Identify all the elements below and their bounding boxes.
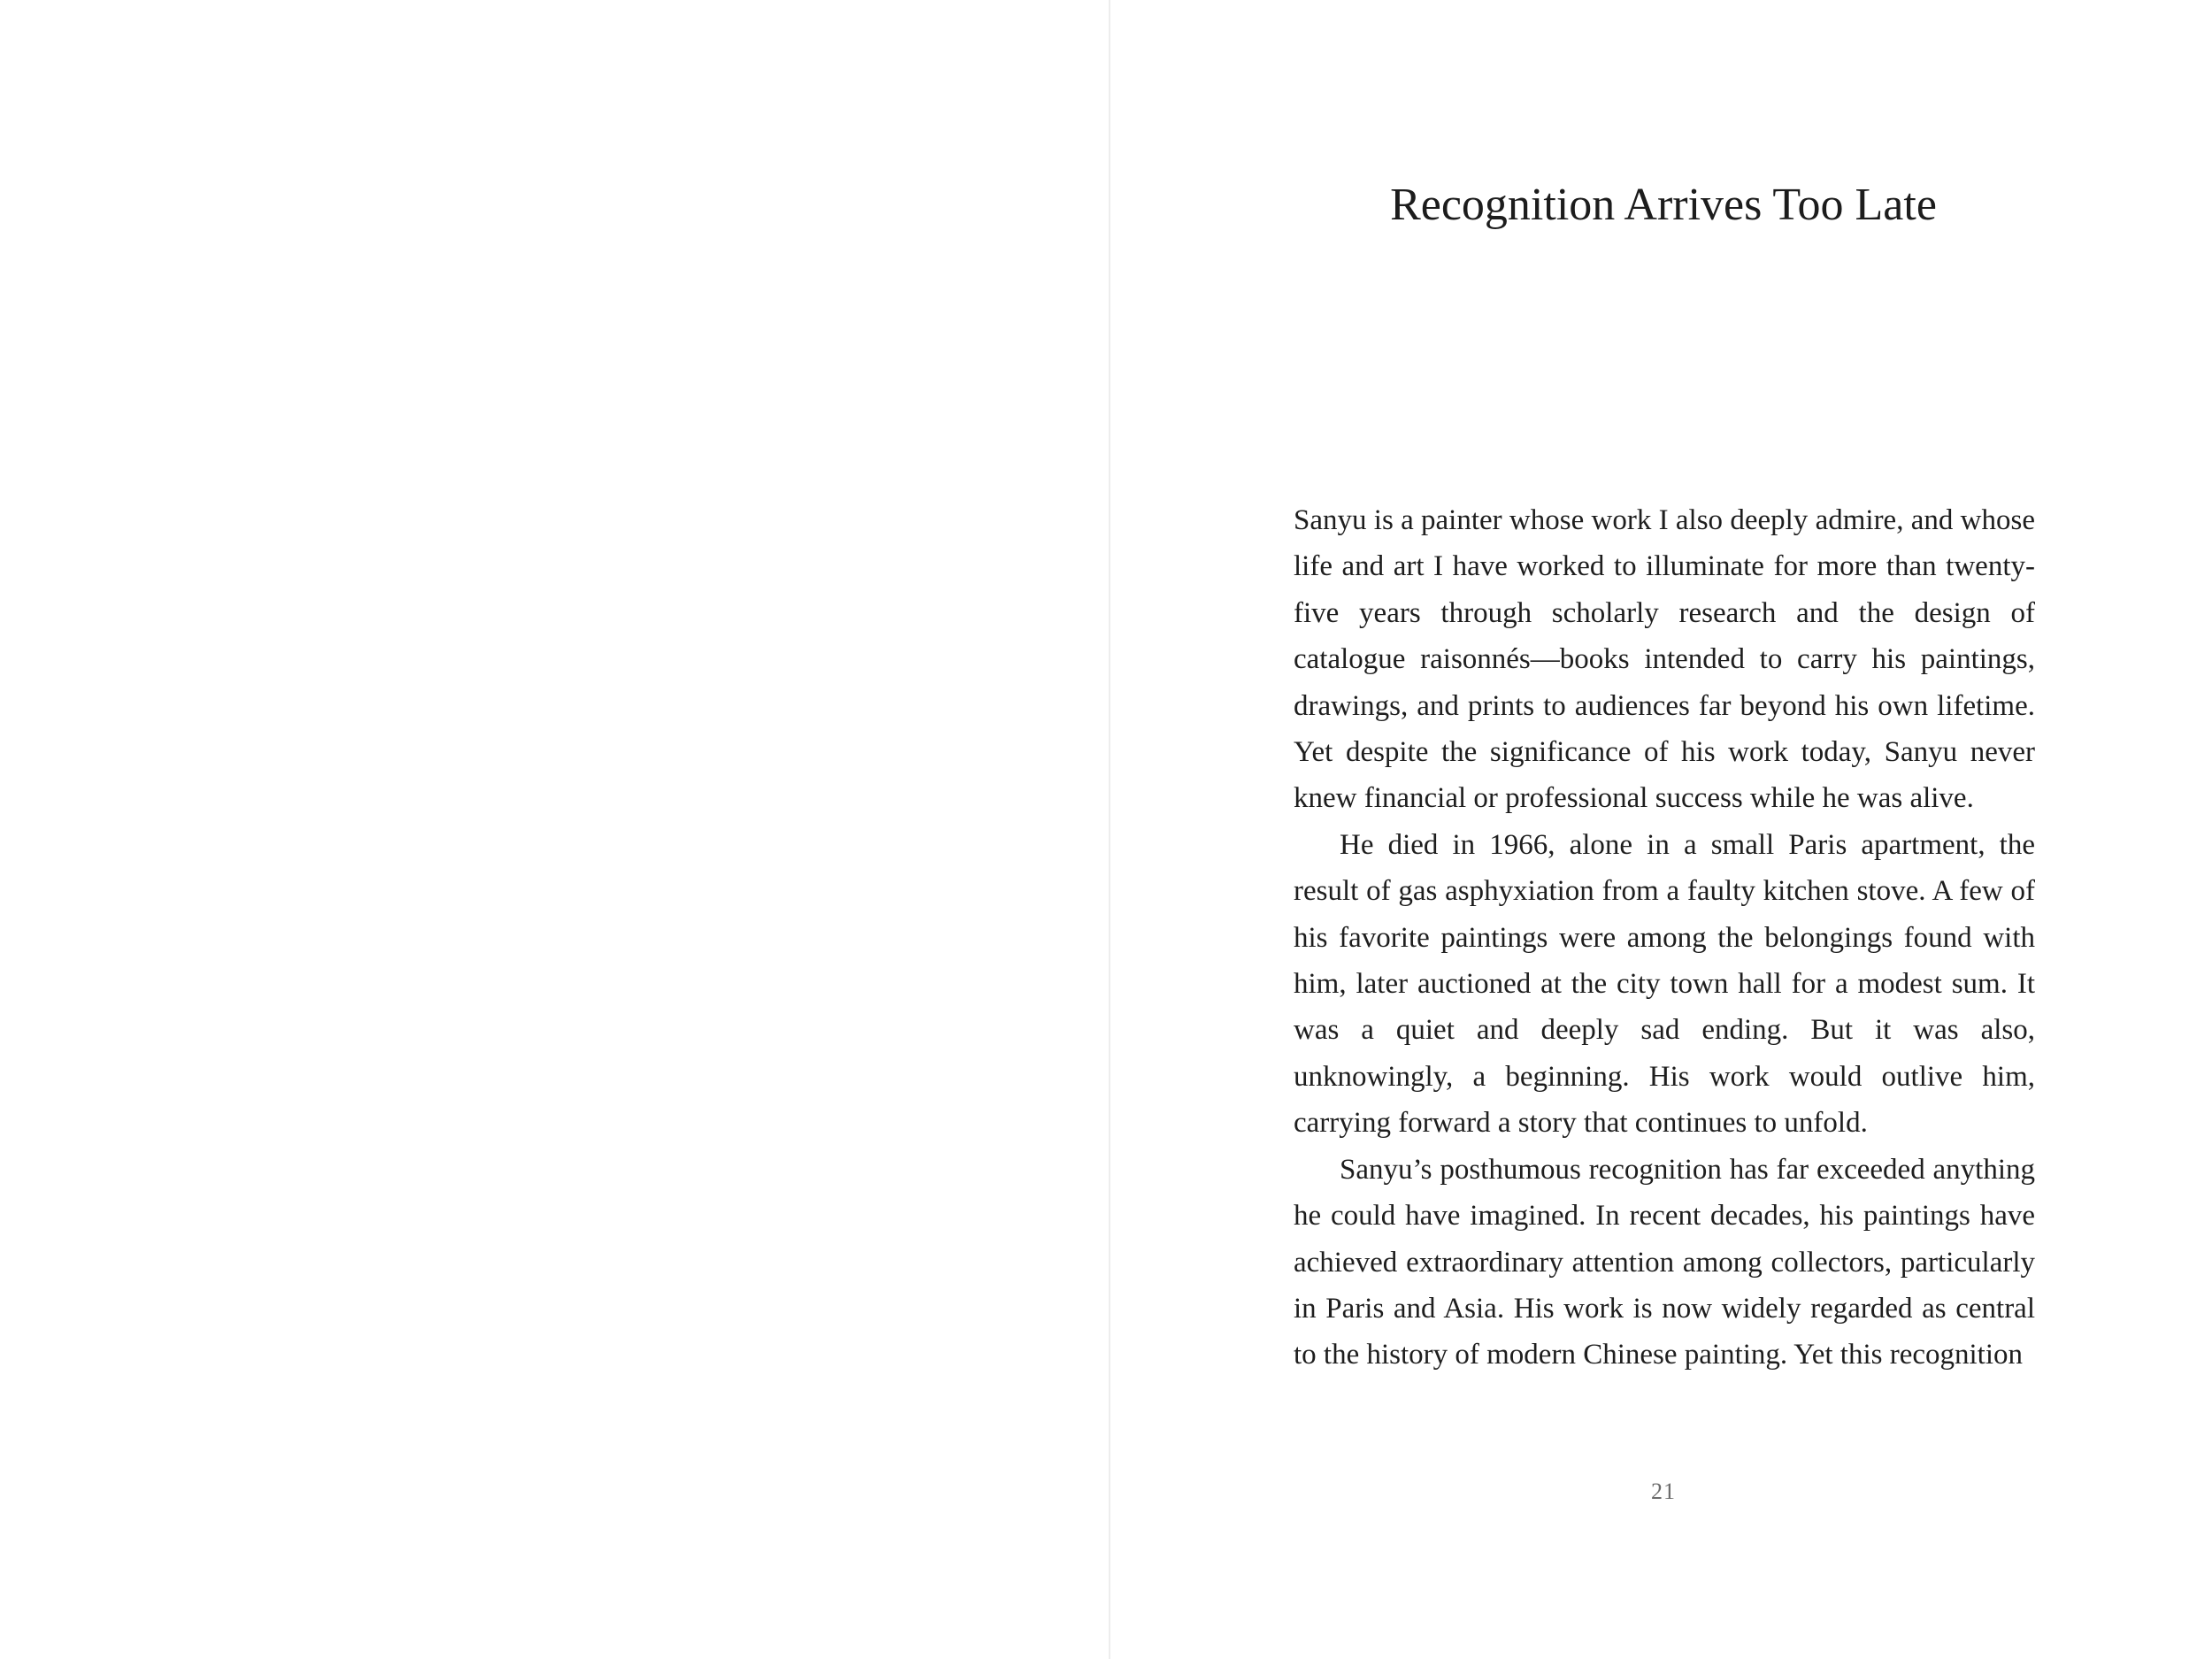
page-number: 21: [1651, 1479, 1676, 1504]
chapter-title: Recognition Arrives Too Late: [1390, 180, 1937, 230]
paragraph-1: Sanyu is a painter whose work I also deeply admire, and whose life and art I have worked to illuminate for more than twenty-five years through scholarly research and the design of catalogue raisonnés—books intended to carry his paintings, drawings, and prints to audiences far beyond his own lifetime. Yet despite the significance of his work today, Sanyu never knew financial or professional success while he was alive.: [1294, 504, 2035, 815]
paragraph-3: Sanyu’s posthumous recognition has far exceeded anything he could have imagined. In recent decades, his paintings have achieved extraordinary attention among collectors, particularly in Paris and Asia. His work is now widely regarded as central to the history of modern Chinese painting. Yet this recognition: [1294, 1153, 2035, 1371]
paragraph-2: He died in 1966, alone in a small Paris apartment, the result of gas asphyxiation from a faulty kitchen stove. A few of his favorite paintings were among the belongings found with him, later auctioned at the city town hall for a modest sum. It was a quiet and deeply sad ending. But it was also, unknowingly, a beginning. His work would outlive him, carrying forward a story that continues to unfold.: [1294, 828, 2035, 1140]
body-text: [1294, 497, 2035, 1379]
